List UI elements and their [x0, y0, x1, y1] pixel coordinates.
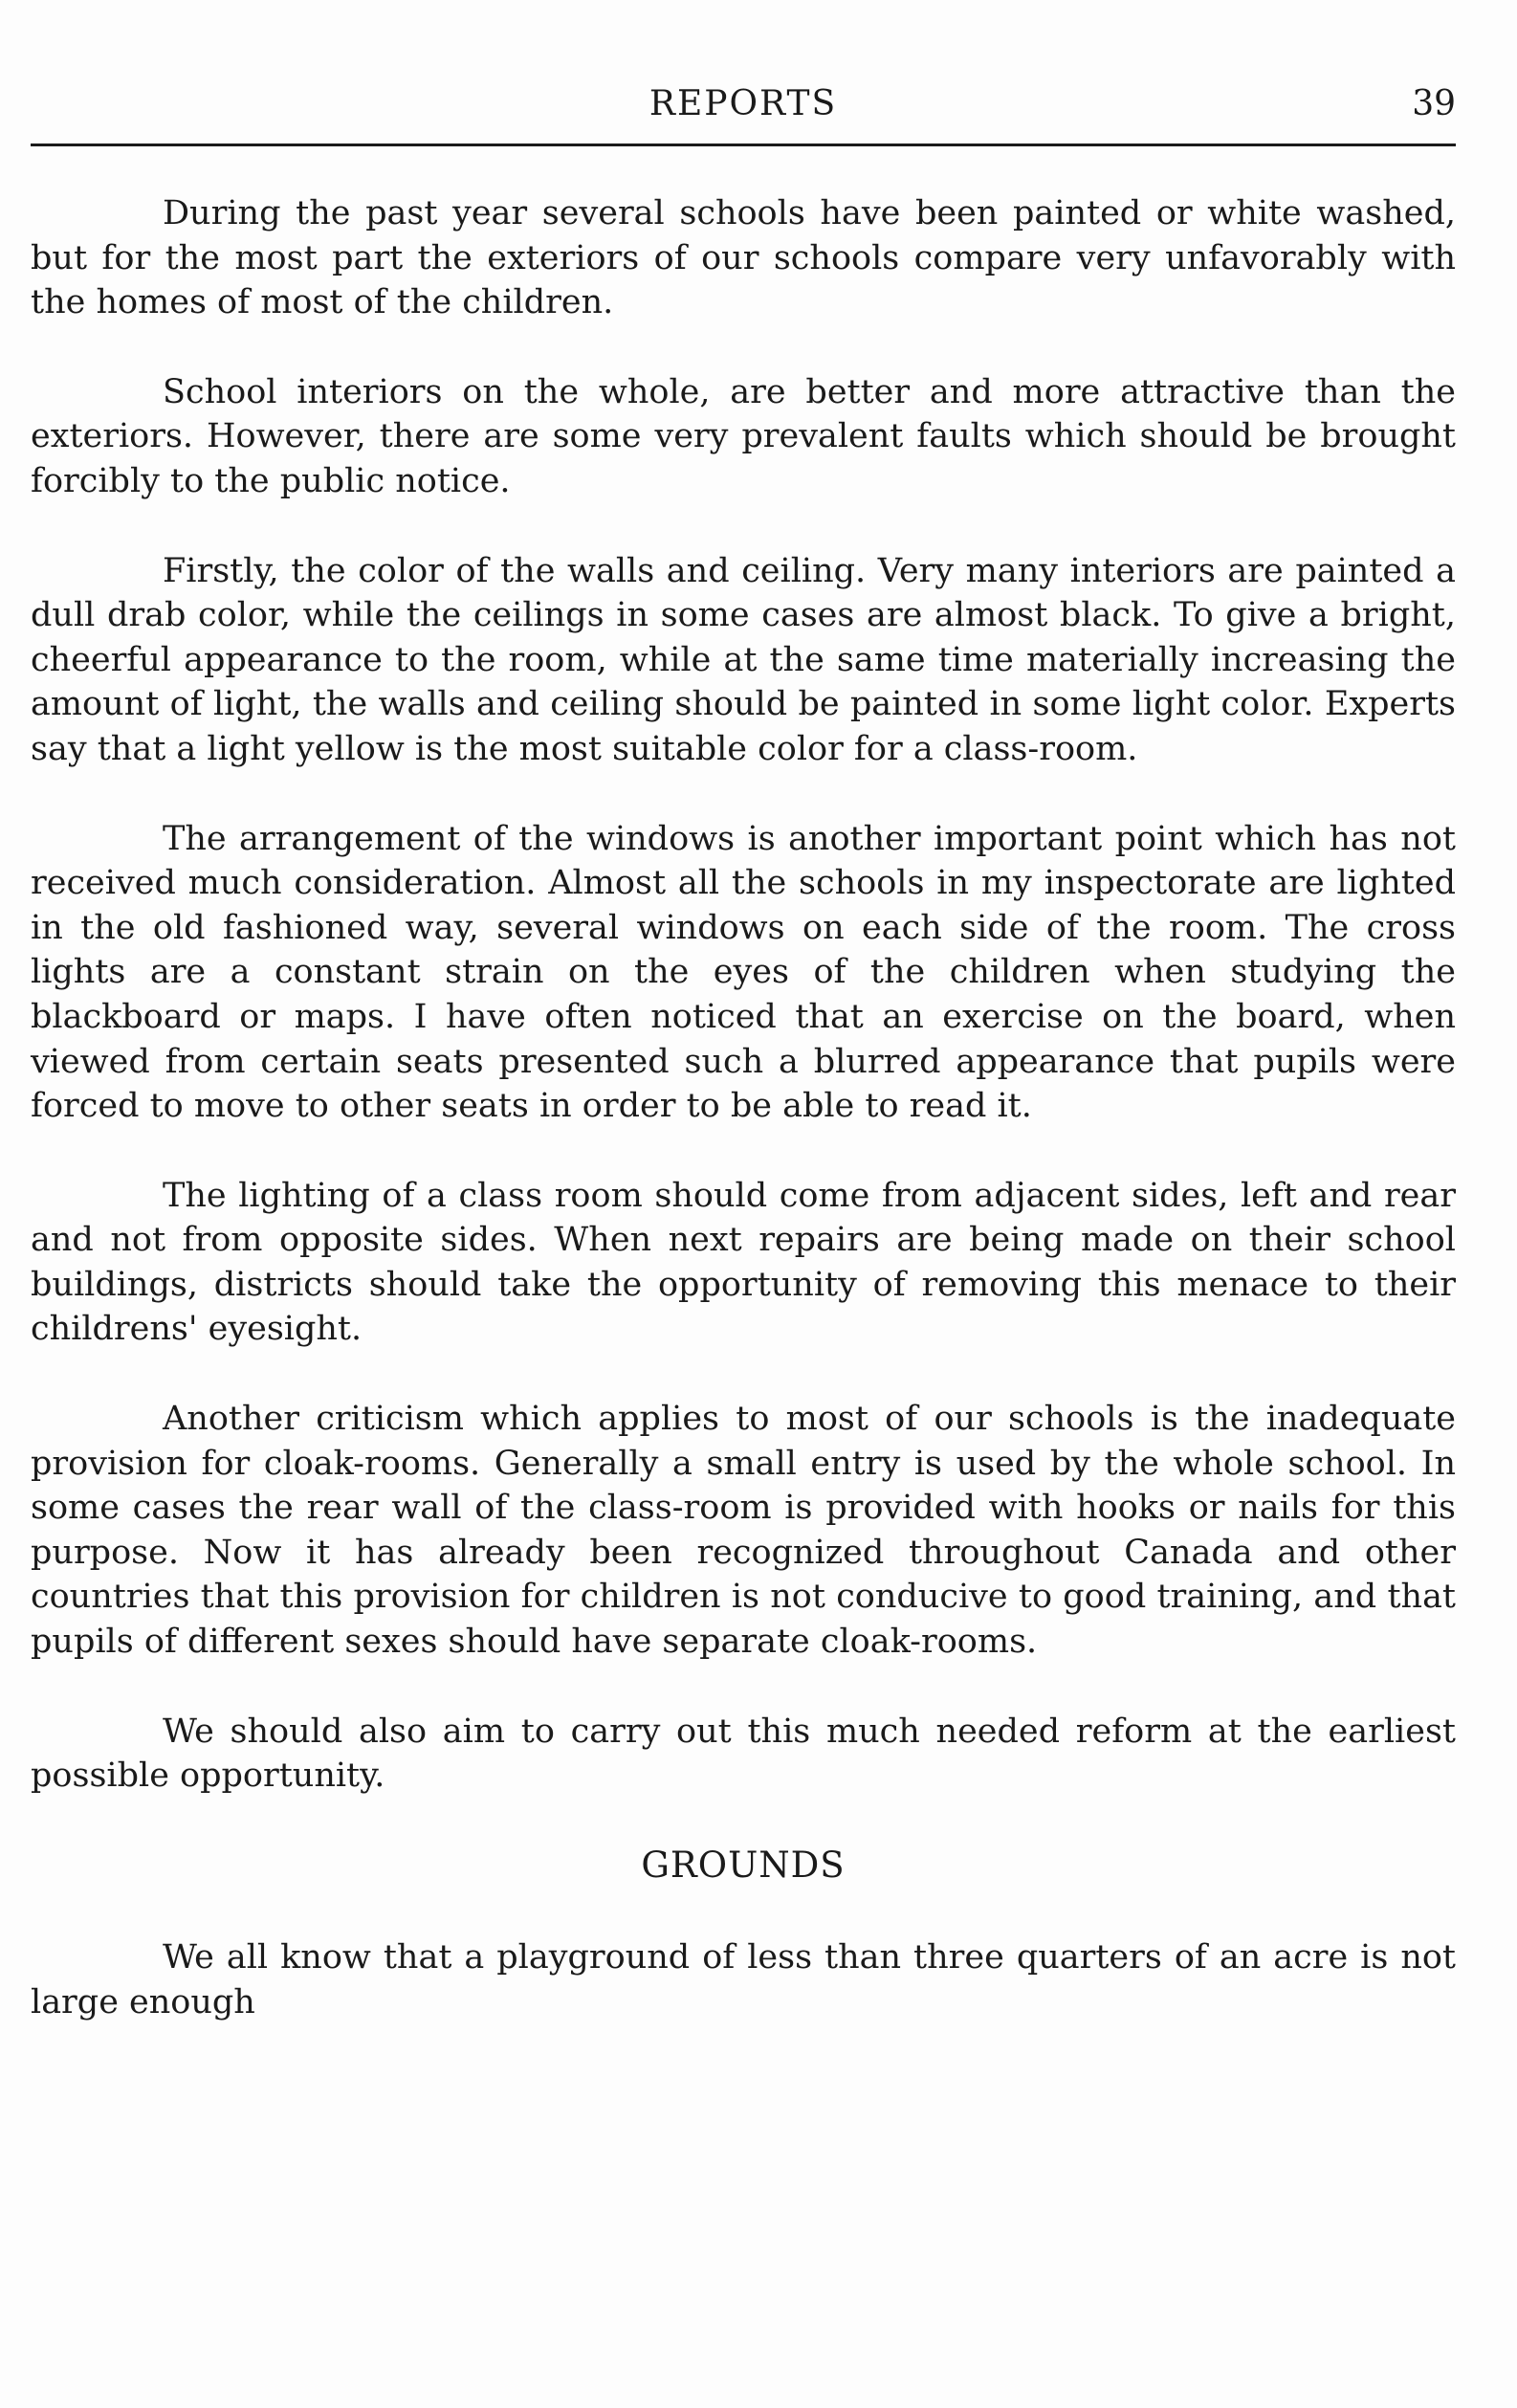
section-heading-grounds: GROUNDS — [641, 1844, 846, 1886]
page-header — [31, 78, 1456, 136]
paragraph-cloak-rooms: Another criticism which applies to most of our schools is the inadequate provision for cloak-rooms. Generally a small entry is used by the whole school. In some cases the rear wall of the class-room is provided with hooks or nails for this purpose. Now it has already been recognized throughout Canada and other countries that this provision for children is not conducive to good training, and that pupils of different sexes should have separate cloak-rooms. — [31, 1400, 1456, 1662]
header-rule — [31, 144, 1456, 146]
paragraph-exteriors: During the past year several schools have been painted or white washed, but for the most part the exteriors of our schools compare very unfavorably with the homes of most of the children. — [31, 194, 1456, 322]
paragraph-playground: We all know that a playground of less than three quarters of an acre is not large enough — [31, 1938, 1456, 2021]
paragraph-lighting: The lighting of a class room should come from adjacent sides, left and rear and not from opposite sides. When next repairs are being made on their school buildings, districts should take the opportunity of removing this menace to their childrens' eyesight. — [31, 1176, 1456, 1349]
paragraph-interiors: School interiors on the whole, are better and more attractive than the exteriors. However, there are some very prevalent faults which should be brought forcibly to the public notice. — [31, 372, 1456, 500]
body-text — [31, 191, 1456, 2070]
paragraph-windows: The arrangement of the windows is another important point which has not received much consideration. Almost all the schools in my inspectorate are lighted in the old fashioned way, several windows on each side of the room. The cross lights are a constant strain on the eyes of the children when studying the blackboard or maps. I have often noticed that an exercise on the board, when viewed from certain seats presented such a blurred appearance that pupils were forced to move to other seats in order to be able to read it. — [31, 819, 1456, 1126]
paragraph-reform: We should also aim to carry out this much needed reform at the earliest possible opportunity. — [31, 1712, 1456, 1796]
running-head: REPORTS — [649, 84, 838, 123]
page-number: 39 — [1412, 84, 1456, 123]
paragraph-wall-color: Firstly, the color of the walls and ceiling. Very many interiors are painted a dull drab color, while the ceilings in some cases are almost black. To give a bright, cheerful appearance to the room, while at the same time materially increasing the amount of light, the walls and ceiling should be painted in some light color. Experts say that a light yellow is the most suitable color for a class-room. — [31, 551, 1456, 768]
